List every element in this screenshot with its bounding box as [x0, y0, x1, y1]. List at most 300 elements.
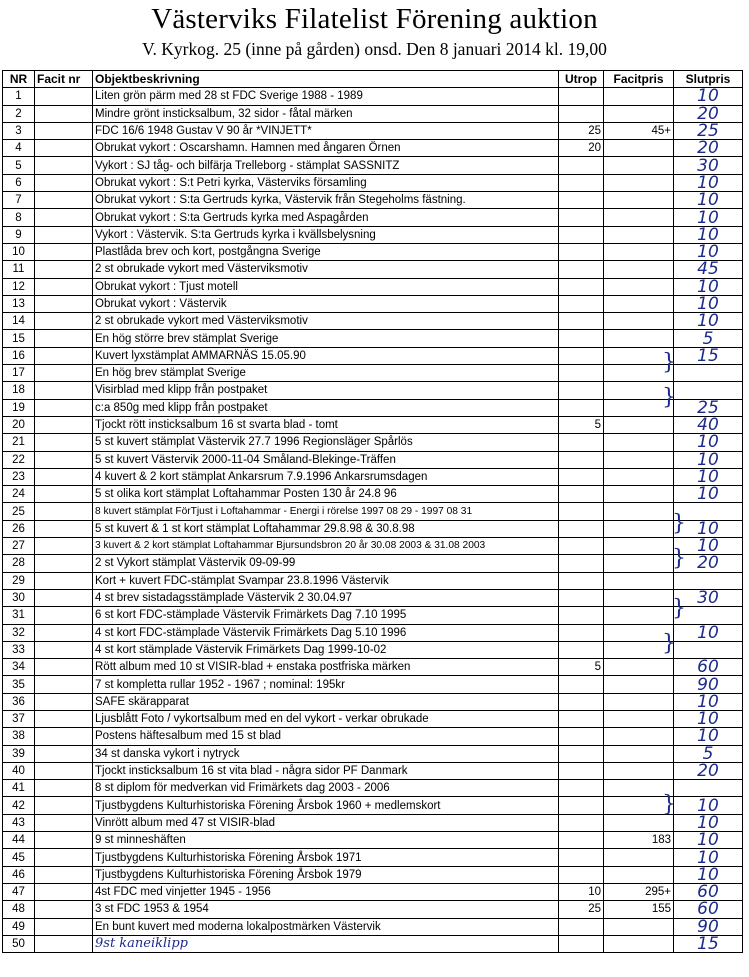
final-price: 10 [674, 832, 743, 849]
table-row [3, 365, 743, 382]
final-price [674, 572, 743, 589]
lot-number: 2 [3, 105, 35, 122]
table-row [3, 901, 743, 918]
page-title: Västerviks Filatelist Förening auktion [151, 3, 598, 35]
table-row [3, 624, 743, 641]
final-price: 10 [674, 468, 743, 485]
table-row [3, 935, 743, 952]
brace-mark: } [672, 596, 686, 621]
start-price: 5 [559, 659, 604, 676]
lot-number: 46 [3, 866, 35, 883]
final-price: 10 [674, 434, 743, 451]
lot-description: Tjustbygdens Kulturhistoriska Förening Årsbok 1979 [93, 866, 559, 883]
lot-number: 50 [3, 935, 35, 952]
catalog-price [604, 503, 674, 520]
lot-description: 7 st kompletta rullar 1952 - 1967 ; nominal: 195kr [93, 676, 559, 693]
catalog-price [604, 589, 674, 606]
start-price [559, 503, 604, 520]
final-price [674, 382, 743, 399]
catalog-price [604, 572, 674, 589]
table-row [3, 261, 743, 278]
lot-description: 4 st kort FDC-stämplade Västervik Frimärkets Dag 5.10 1996 [93, 624, 559, 641]
lot-description: 3 st FDC 1953 & 1954 [93, 901, 559, 918]
lot-number: 40 [3, 762, 35, 779]
facit-number [35, 797, 93, 814]
lot-number: 35 [3, 676, 35, 693]
final-price: 90 [674, 676, 743, 693]
catalog-price [604, 416, 674, 433]
lot-description: Obrukat vykort : Tjust motell [93, 278, 559, 295]
catalog-price [604, 105, 674, 122]
final-price: 20 [674, 555, 743, 572]
lot-number: 33 [3, 641, 35, 658]
start-price: 20 [559, 140, 604, 157]
lot-number: 28 [3, 555, 35, 572]
lot-number: 43 [3, 814, 35, 831]
lot-number: 23 [3, 468, 35, 485]
catalog-price [604, 261, 674, 278]
facit-number [35, 918, 93, 935]
lot-description: 2 st obrukade vykort med Västerviksmotiv [93, 261, 559, 278]
table-row [3, 780, 743, 797]
facit-number [35, 745, 93, 762]
catalog-price [604, 468, 674, 485]
table-row [3, 728, 743, 745]
lot-description: Visirblad med klipp från postpaket [93, 382, 559, 399]
table-row [3, 192, 743, 209]
brace-mark: } [662, 631, 676, 656]
final-price: 10 [674, 226, 743, 243]
lot-number: 21 [3, 434, 35, 451]
table-row [3, 330, 743, 347]
lot-number: 16 [3, 347, 35, 364]
lot-number: 24 [3, 486, 35, 503]
catalog-price [604, 486, 674, 503]
lot-number: 34 [3, 659, 35, 676]
facit-number [35, 451, 93, 468]
facit-number [35, 659, 93, 676]
lot-description: 4st FDC med vinjetter 1945 - 1956 [93, 883, 559, 900]
lot-number: 30 [3, 589, 35, 606]
lot-description: 4 st kort stämplade Västervik Frimärkets Dag 1999-10-02 [93, 641, 559, 658]
catalog-price [604, 607, 674, 624]
lot-number: 49 [3, 918, 35, 935]
final-price: 10 [674, 295, 743, 312]
lot-description: Kuvert lyxstämplat AMMARNÄS 15.05.90 [93, 347, 559, 364]
lot-description: Obrukat vykort : S:ta Gertruds kyrka, Västervik från Stegeholms fästning. [93, 192, 559, 209]
lot-number: 45 [3, 849, 35, 866]
table-row [3, 832, 743, 849]
final-price: 10 [674, 174, 743, 191]
start-price [559, 399, 604, 416]
facit-number [35, 330, 93, 347]
catalog-price: 295+ [604, 883, 674, 900]
brace-mark: } [662, 385, 676, 410]
facit-number [35, 503, 93, 520]
table-row [3, 710, 743, 727]
lot-number: 22 [3, 451, 35, 468]
start-price [559, 728, 604, 745]
start-price [559, 572, 604, 589]
brace-mark: } [672, 511, 686, 536]
catalog-price: 45+ [604, 122, 674, 139]
catalog-price [604, 140, 674, 157]
final-price: 20 [674, 140, 743, 157]
start-price [559, 330, 604, 347]
column-header-facitpris: Facitpris [604, 71, 674, 88]
catalog-price [604, 451, 674, 468]
table-row [3, 382, 743, 399]
final-price: 10 [674, 209, 743, 226]
table-row [3, 295, 743, 312]
start-price [559, 278, 604, 295]
catalog-price: 183 [604, 832, 674, 849]
facit-number [35, 607, 93, 624]
lot-description: Vykort : Västervik. S:ta Gertruds kyrka i kvällsbelysning [93, 226, 559, 243]
lot-description: En hög brev stämplat Sverige [93, 365, 559, 382]
lot-description: Mindre grönt insticksalbum, 32 sidor - fåtal märken [93, 105, 559, 122]
lot-description: 4 st brev sistadagsstämplade Västervik 2 30.04.97 [93, 589, 559, 606]
facit-number [35, 589, 93, 606]
final-price: 60 [674, 659, 743, 676]
lot-number: 3 [3, 122, 35, 139]
start-price [559, 313, 604, 330]
facit-number [35, 174, 93, 191]
facit-number [35, 313, 93, 330]
start-price [559, 192, 604, 209]
start-price [559, 693, 604, 710]
start-price [559, 918, 604, 935]
brace-mark: } [662, 350, 676, 375]
final-price: 10 [674, 486, 743, 503]
final-price: 10 [674, 710, 743, 727]
final-price: 60 [674, 883, 743, 900]
facit-number [35, 641, 93, 658]
facit-number [35, 365, 93, 382]
table-row [3, 88, 743, 105]
start-price [559, 468, 604, 485]
lot-number: 6 [3, 174, 35, 191]
table-row [3, 451, 743, 468]
table-row [3, 503, 743, 520]
lot-description: Tjockt rött insticksalbum 16 st svarta blad - tomt [93, 416, 559, 433]
lot-description: 34 st danska vykort i nytryck [93, 745, 559, 762]
lot-number: 37 [3, 710, 35, 727]
lot-description: FDC 16/6 1948 Gustav V 90 år *VINJETT* [93, 122, 559, 139]
facit-number [35, 192, 93, 209]
start-price [559, 641, 604, 658]
start-price [559, 780, 604, 797]
catalog-price [604, 693, 674, 710]
table-row [3, 676, 743, 693]
start-price [559, 710, 604, 727]
lot-description: Obrukat vykort : S:ta Gertruds kyrka med Aspagården [93, 209, 559, 226]
start-price: 25 [559, 122, 604, 139]
start-price [559, 589, 604, 606]
catalog-price [604, 330, 674, 347]
start-price [559, 814, 604, 831]
facit-number [35, 901, 93, 918]
start-price [559, 832, 604, 849]
facit-number [35, 278, 93, 295]
lot-number: 7 [3, 192, 35, 209]
column-header-facit-nr: Facit nr [35, 71, 93, 88]
start-price [559, 209, 604, 226]
final-price: 10 [674, 313, 743, 330]
table-row [3, 313, 743, 330]
lot-description: Vinrött album med 47 st VISIR-blad [93, 814, 559, 831]
lot-number: 15 [3, 330, 35, 347]
final-price [674, 780, 743, 797]
lot-description: Obrukat vykort : Västervik [93, 295, 559, 312]
table-row [3, 797, 743, 814]
catalog-price [604, 434, 674, 451]
facit-number [35, 226, 93, 243]
catalog-price [604, 710, 674, 727]
lot-description: 5 st kuvert stämplat Västervik 27.7 1996 Regionsläger Spårlös [93, 434, 559, 451]
lot-number: 32 [3, 624, 35, 641]
lot-number: 27 [3, 538, 35, 555]
facit-number [35, 416, 93, 433]
final-price: 25 [674, 122, 743, 139]
final-price: 10 [674, 814, 743, 831]
table-row [3, 243, 743, 260]
final-price: 5 [674, 745, 743, 762]
final-price: 60 [674, 901, 743, 918]
lot-description: c:a 850g med klipp från postpaket [93, 399, 559, 416]
catalog-price [604, 209, 674, 226]
start-price [559, 451, 604, 468]
start-price [559, 762, 604, 779]
lot-number: 9 [3, 226, 35, 243]
table-row [3, 226, 743, 243]
table-row [3, 399, 743, 416]
final-price: 20 [674, 105, 743, 122]
table-row [3, 416, 743, 433]
facit-number [35, 209, 93, 226]
facit-number [35, 140, 93, 157]
lot-number: 18 [3, 382, 35, 399]
column-header-utrop: Utrop [559, 71, 604, 88]
facit-number [35, 555, 93, 572]
facit-number [35, 122, 93, 139]
lot-description: 5 st kuvert & 1 st kort stämplat Loftahammar 29.8.98 & 30.8.98 [93, 520, 559, 537]
start-price [559, 520, 604, 537]
table-row [3, 918, 743, 935]
catalog-price [604, 728, 674, 745]
facit-number [35, 520, 93, 537]
facit-number [35, 624, 93, 641]
column-header-description: Objektbeskrivning [93, 71, 559, 88]
lot-number: 11 [3, 261, 35, 278]
lot-description: 5 st olika kort stämplat Loftahammar Posten 130 år 24.8 96 [93, 486, 559, 503]
start-price: 10 [559, 883, 604, 900]
catalog-price [604, 935, 674, 952]
lot-description: Vykort : SJ tåg- och bilfärja Trelleborg - stämplat SASSNITZ [93, 157, 559, 174]
facit-number [35, 572, 93, 589]
table-row [3, 278, 743, 295]
start-price [559, 797, 604, 814]
table-row [3, 538, 743, 555]
start-price [559, 849, 604, 866]
facit-number [35, 434, 93, 451]
table-row [3, 641, 743, 658]
catalog-price [604, 762, 674, 779]
brace-mark: } [662, 792, 676, 817]
catalog-price [604, 313, 674, 330]
final-price: 10 [674, 797, 743, 814]
facit-number [35, 486, 93, 503]
lot-number: 44 [3, 832, 35, 849]
lot-number: 14 [3, 313, 35, 330]
lot-description: En hög större brev stämplat Sverige [93, 330, 559, 347]
catalog-price [604, 849, 674, 866]
facit-number [35, 832, 93, 849]
facit-number [35, 883, 93, 900]
lot-number: 19 [3, 399, 35, 416]
catalog-price: 155 [604, 901, 674, 918]
lot-number: 48 [3, 901, 35, 918]
facit-number [35, 762, 93, 779]
lot-number: 4 [3, 140, 35, 157]
lot-description: 4 kuvert & 2 kort stämplat Ankarsrum 7.9.1996 Ankarsrumsdagen [93, 468, 559, 485]
start-price [559, 88, 604, 105]
catalog-price [604, 174, 674, 191]
facit-number [35, 399, 93, 416]
auction-table [2, 70, 743, 953]
table-row [3, 745, 743, 762]
lot-number: 8 [3, 209, 35, 226]
catalog-price [604, 226, 674, 243]
column-header-nr: NR [3, 71, 35, 88]
lot-description: 3 kuvert & 2 kort stämplat Loftahammar Bjursundsbron 20 år 30.08 2003 & 31.08 2003 [93, 538, 559, 555]
table-row [3, 659, 743, 676]
final-price [674, 641, 743, 658]
start-price [559, 382, 604, 399]
lot-description: Plastlåda brev och kort, postgångna Sverige [93, 243, 559, 260]
catalog-price [604, 918, 674, 935]
table-row [3, 849, 743, 866]
lot-description: Ljusblått Foto / vykortsalbum med en del vykort - verkar obrukade [93, 710, 559, 727]
lot-description: Rött album med 10 st VISIR-blad + enstaka postfriska märken [93, 659, 559, 676]
final-price: 30 [674, 589, 743, 606]
lot-description: 8 kuvert stämplat FörTjust i Loftahammar - Energi i rörelse 1997 08 29 - 1997 08 31 [93, 503, 559, 520]
table-row [3, 572, 743, 589]
lot-description: Tjockt insticksalbum 16 st vita blad - några sidor PF Danmark [93, 762, 559, 779]
catalog-price [604, 295, 674, 312]
lot-description: 9 st minneshäften [93, 832, 559, 849]
lot-number: 41 [3, 780, 35, 797]
table-header-row [3, 71, 743, 88]
final-price: 10 [674, 192, 743, 209]
table-row [3, 486, 743, 503]
final-price: 10 [674, 728, 743, 745]
table-row [3, 174, 743, 191]
table-row [3, 555, 743, 572]
lot-number: 39 [3, 745, 35, 762]
catalog-price [604, 88, 674, 105]
start-price [559, 347, 604, 364]
facit-number [35, 105, 93, 122]
start-price [559, 174, 604, 191]
start-price [559, 745, 604, 762]
catalog-price [604, 157, 674, 174]
table-row [3, 140, 743, 157]
lot-number: 12 [3, 278, 35, 295]
facit-number [35, 157, 93, 174]
table-row [3, 209, 743, 226]
start-price [559, 157, 604, 174]
lot-description: 8 st diplom för medverkan vid Frimärkets dag 2003 - 2006 [93, 780, 559, 797]
lot-number: 25 [3, 503, 35, 520]
final-price: 10 [674, 243, 743, 260]
facit-number [35, 468, 93, 485]
brace-mark: } [672, 546, 686, 571]
lot-number: 31 [3, 607, 35, 624]
catalog-price [604, 538, 674, 555]
final-price: 45 [674, 261, 743, 278]
table-row [3, 122, 743, 139]
catalog-price [604, 520, 674, 537]
lot-number: 29 [3, 572, 35, 589]
final-price: 10 [674, 624, 743, 641]
facit-number [35, 866, 93, 883]
catalog-price [604, 866, 674, 883]
final-price: 15 [674, 347, 743, 364]
table-row [3, 468, 743, 485]
table-row [3, 814, 743, 831]
final-price: 5 [674, 330, 743, 347]
facit-number [35, 728, 93, 745]
facit-number [35, 538, 93, 555]
start-price: 5 [559, 416, 604, 433]
start-price [559, 295, 604, 312]
start-price [559, 105, 604, 122]
start-price [559, 866, 604, 883]
lot-description: En bunt kuvert med moderna lokalpostmärken Västervik [93, 918, 559, 935]
lot-number: 38 [3, 728, 35, 745]
catalog-price [604, 745, 674, 762]
lot-description: SAFE skärapparat [93, 693, 559, 710]
table-row [3, 589, 743, 606]
final-price: 90 [674, 918, 743, 935]
facit-number [35, 849, 93, 866]
lot-number: 17 [3, 365, 35, 382]
start-price [559, 434, 604, 451]
start-price [559, 365, 604, 382]
start-price [559, 538, 604, 555]
table-row [3, 607, 743, 624]
start-price [559, 935, 604, 952]
lot-number: 5 [3, 157, 35, 174]
final-price: 40 [674, 416, 743, 433]
lot-description: 5 st kuvert Västervik 2000-11-04 Småland-Blekinge-Träffen [93, 451, 559, 468]
facit-number [35, 88, 93, 105]
table-row [3, 866, 743, 883]
final-price: 10 [674, 451, 743, 468]
final-price: 20 [674, 762, 743, 779]
page-subtitle: V. Kyrkog. 25 (inne på gården) onsd. Den 8 januari 2014 kl. 19,00 [142, 39, 607, 59]
table-row [3, 520, 743, 537]
lot-description: Obrukat vykort : Oscarshamn. Hamnen med ångaren Örnen [93, 140, 559, 157]
lot-description: 2 st Vykort stämplat Västervik 09-09-99 [93, 555, 559, 572]
final-price: 25 [674, 399, 743, 416]
facit-number [35, 935, 93, 952]
lot-number: 10 [3, 243, 35, 260]
start-price [559, 261, 604, 278]
catalog-price [604, 555, 674, 572]
table-row [3, 157, 743, 174]
